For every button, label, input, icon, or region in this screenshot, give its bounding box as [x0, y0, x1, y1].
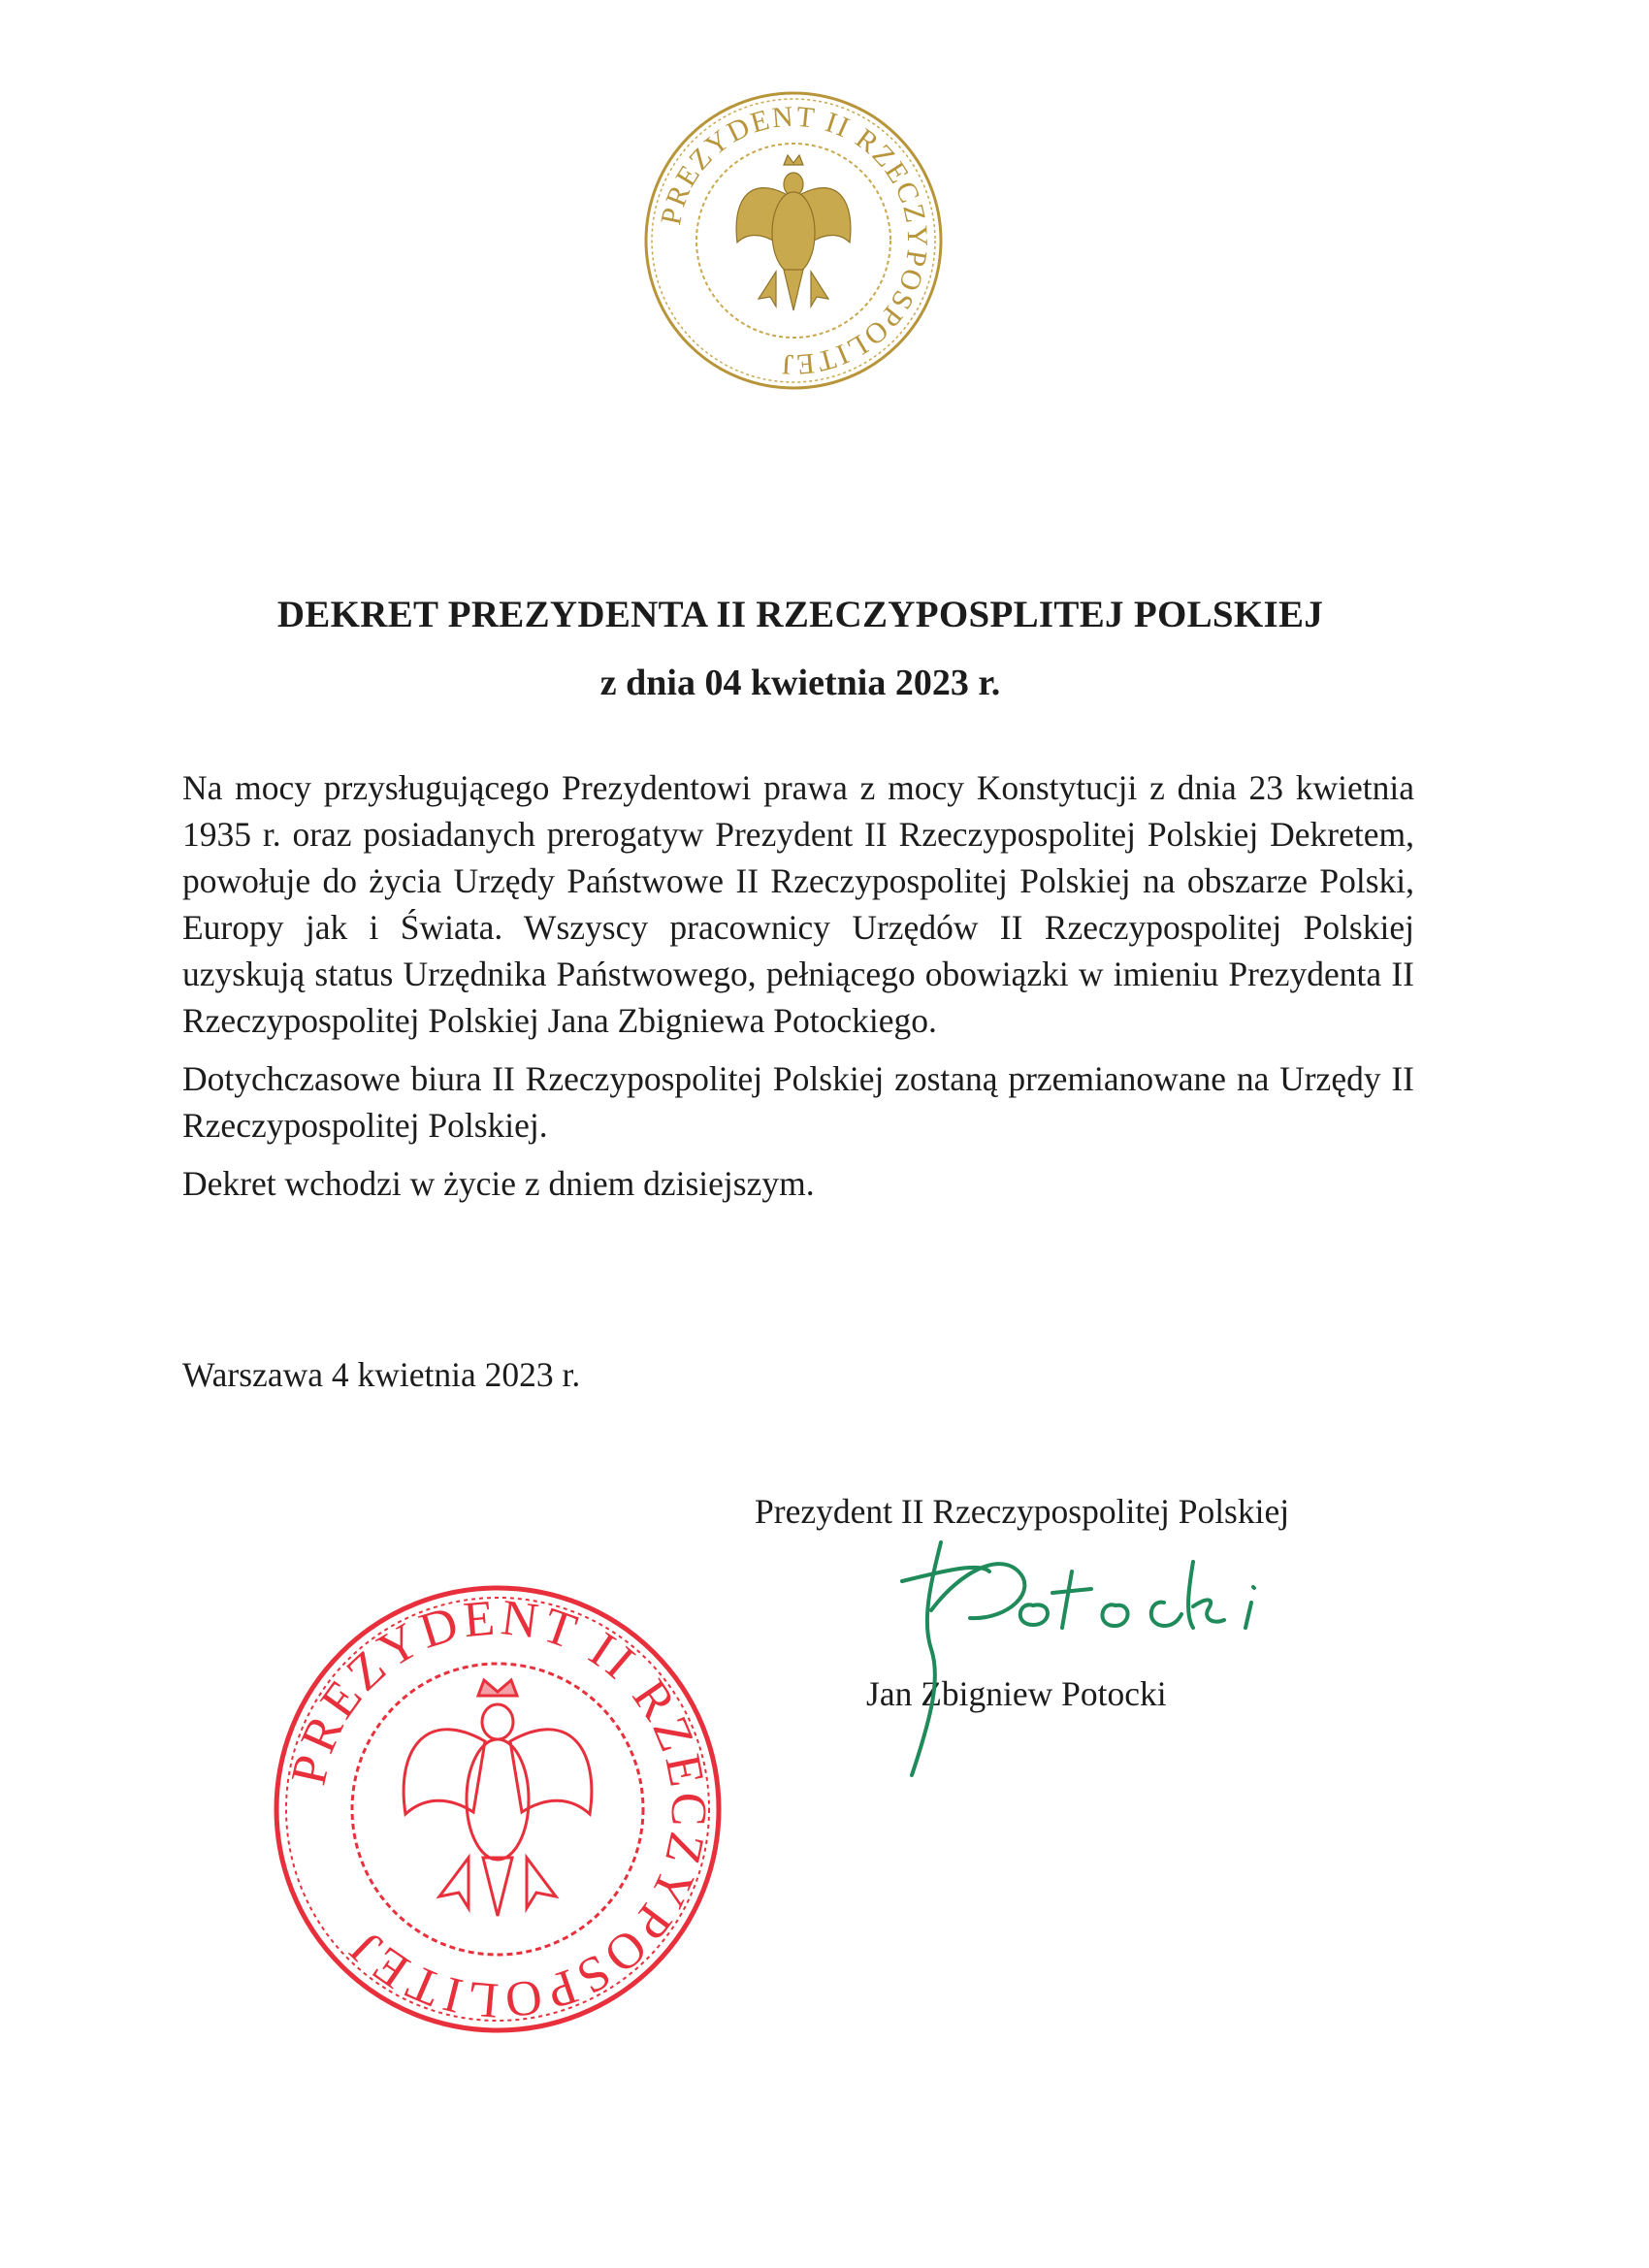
red-stamp-seal	[270, 1581, 726, 2037]
signatory-name: Jan Zbigniew Potocki	[866, 1674, 1167, 1713]
body-paragraph: Dotychczasowe biura II Rzeczypospolitej Polskiej zostaną przemianowane na Urzędy II Rzeczypospolitej Polskiej.	[182, 1059, 1414, 1145]
place-and-date: Warszawa 4 kwietnia 2023 r.	[182, 1355, 581, 1394]
svg-text:PREZYDENT II RZECZYPOSPOLITEJ: PREZYDENT II RZECZYPOSPOLITEJ	[655, 100, 934, 381]
decree-heading	[0, 592, 1600, 706]
gold-seal-emblem	[640, 87, 947, 394]
signatory-title: Prezydent II Rzeczypospolitej Polskiej	[755, 1492, 1290, 1531]
decree-title: DEKRET PREZYDENTA II RZECZYPOSPLITEJ POLSKIEJ	[276, 594, 1324, 635]
decree-date: z dnia 04 kwietnia 2023 r.	[599, 663, 1001, 703]
decree-body	[182, 764, 1414, 1218]
body-paragraph: Dekret wchodzi w życie z dniem dzisiejszym.	[182, 1164, 815, 1203]
body-paragraph: Na mocy przysługującego Prezydentowi prawa z mocy Konstytucji z dnia 23 kwietnia 1935 r. oraz posiadanych prerogatyw Prezydent II Rzeczypospolitej Polskiej Dekretem, powołuje do życia Urzędy Państwowe II Rzeczypospolitej Polskiej na obszarze Polski, Europy jak i Świata. Wszyscy pracownicy Urzędów II Rzeczypospolitej Polskiej uzyskują status Urzędnika Państwowego, pełniącego obowiązki w imieniu Prezydenta II Rzeczypospolitej Polskiej Jana Zbigniewa Potockiego.	[182, 768, 1414, 1040]
svg-text:PREZYDENT II RZECZYPOSPOLITEJ: PREZYDENT II RZECZYPOSPOLITEJ	[280, 1590, 717, 2028]
handwritten-signature	[873, 1513, 1358, 1795]
